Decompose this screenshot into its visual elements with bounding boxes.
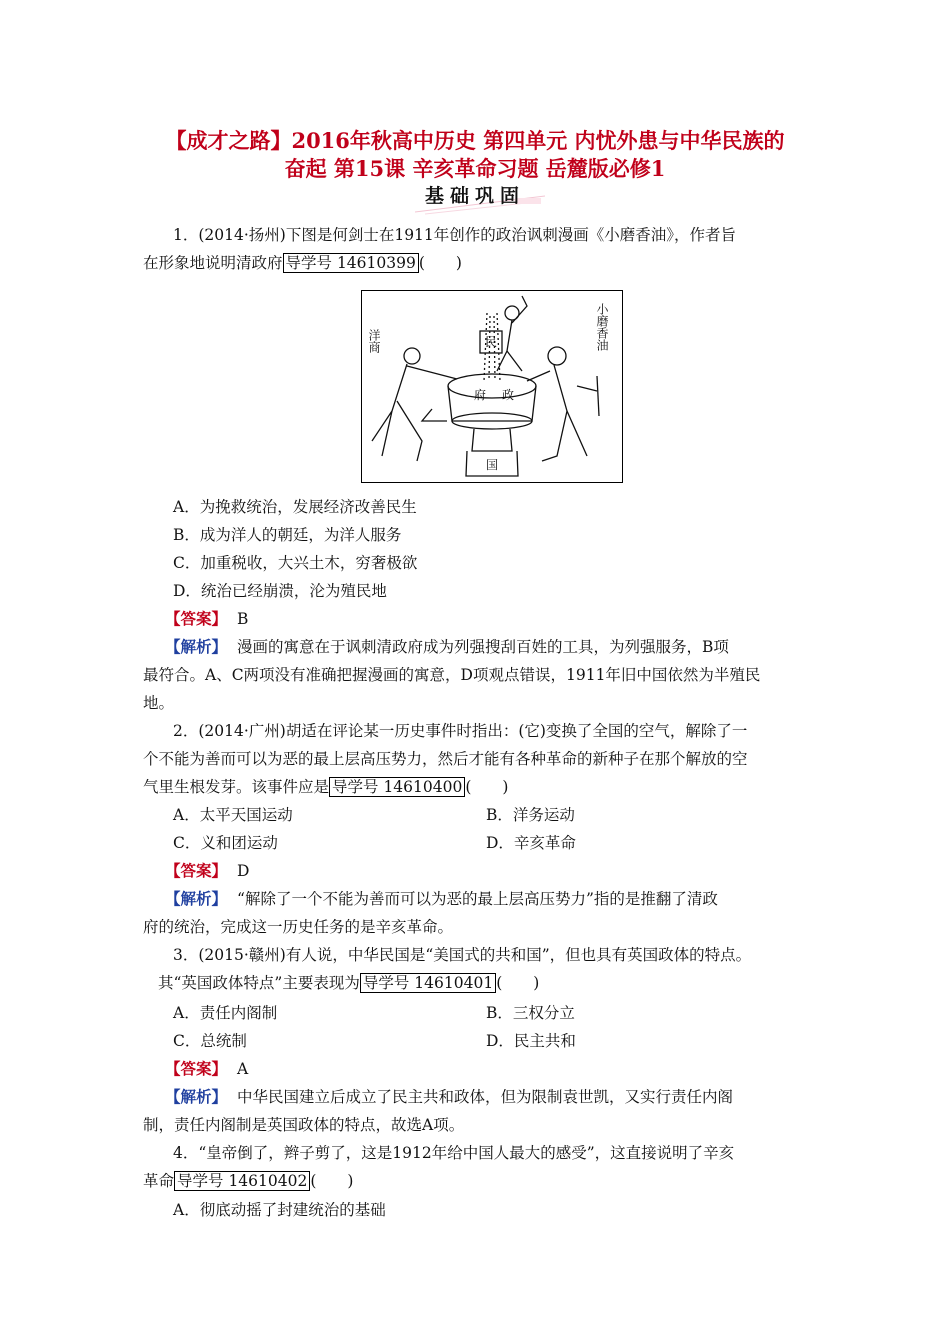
q2-option-d: D．辛亥革命 — [486, 834, 576, 852]
q1-option-c: C．加重税收，大兴土木，穷奢极欲 — [173, 554, 418, 572]
document-title-line2: 奋起 第15课 辛亥革命习题 岳麓版必修1 — [284, 156, 666, 181]
document-title-line1: 【成才之路】2016年秋高中历史 第四单元 内忧外患与中华民族的 — [165, 128, 785, 153]
section-heading: 基础巩固 — [424, 185, 525, 207]
q3-option-c: C．总统制 — [173, 1032, 247, 1050]
cartoon-label-mill-a: 府 — [474, 388, 487, 402]
q3-option-b: B．三权分立 — [486, 1004, 575, 1022]
q3-stem-line2: 其“英国政体特点”主要表现为 导学号 14610401 ( ) — [158, 974, 540, 992]
q4-stem-line1: 4．“皇帝倒了，辫子剪了，这是1912年给中国人最大的感受”，这直接说明了辛亥 — [173, 1144, 735, 1162]
q2-code-box: 导学号 14610400 — [329, 777, 465, 797]
q1-stem-line1: 1．(2014·扬州)下图是何剑士在1911年创作的政治讽刺漫画《小磨香油》，作者旨 — [173, 226, 737, 244]
q2-option-c: C．义和团运动 — [173, 834, 278, 852]
cartoon-figure — [361, 290, 623, 483]
q1-option-d: D．统治已经崩溃，沦为殖民地 — [173, 582, 387, 600]
q2-answer: 【答案】 D — [165, 861, 250, 880]
cartoon-label-top: 民 — [485, 335, 498, 349]
q2-analysis-line2: 府的统治，完成这一历史任务的是辛亥革命。 — [143, 918, 454, 936]
cartoon-label-mill-b: 政 — [502, 388, 515, 402]
cartoon-label-bottom: 国 — [486, 458, 499, 472]
q3-option-a: A．责任内阁制 — [173, 1004, 278, 1022]
q3-option-d: D．民主共和 — [486, 1032, 576, 1050]
q1-option-b: B．成为洋人的朝廷，为洋人服务 — [173, 526, 402, 544]
q4-option-a: A．彻底动摇了封建统治的基础 — [173, 1201, 386, 1219]
q2-option-a: A．太平天国运动 — [173, 806, 293, 824]
q2-stem-line2: 个不能为善而可以为恶的最上层高压势力，然后才能有各种革命的新种子在那个解放的空 — [143, 750, 748, 768]
q2-analysis-line1: 【解析】 “解除了一个不能为善而可以为恶的最上层高压势力”指的是推翻了清政 — [165, 889, 718, 908]
q4-code-box: 导学号 14610402 — [174, 1171, 310, 1191]
q4-stem-line2: 革命 导学号 14610402 ( ) — [143, 1172, 354, 1190]
cartoon-illustration — [362, 291, 621, 481]
cartoon-label-right: 小磨香油 — [595, 303, 609, 351]
q3-stem-line1: 3．(2015·赣州)有人说，中华民国是“美国式的共和国”，但也具有英国政体的特点。 — [173, 946, 752, 964]
q3-analysis-line1: 【解析】 中华民国建立后成立了民主共和政体，但为限制袁世凯，又实行责任内阁 — [165, 1087, 734, 1106]
q3-analysis-line2: 制，责任内阁制是英国政体的特点，故选A项。 — [143, 1116, 465, 1134]
q2-option-b: B．洋务运动 — [486, 806, 575, 824]
q1-option-a: A．为挽救统治，发展经济改善民生 — [173, 498, 417, 516]
q3-answer: 【答案】 A — [165, 1059, 249, 1078]
q2-stem-line1: 2．(2014·广州)胡适在评论某一历史事件时指出：(它)变换了全国的空气，解除了一 — [173, 722, 748, 740]
q1-analysis-line2: 最符合。A、C两项没有准确把握漫画的寓意，D项观点错误，1911年旧中国依然为半殖民 — [143, 666, 761, 684]
q2-stem-line3: 气里生根发芽。该事件应是 导学号 14610400 ( ) — [143, 778, 509, 796]
q1-analysis-line3: 地。 — [143, 694, 175, 712]
q1-stem-line2: 在形象地说明清政府 导学号 14610399 ( ) — [143, 254, 462, 272]
cartoon-label-left: 洋商 — [367, 329, 381, 353]
q3-code-box: 导学号 14610401 — [360, 973, 496, 993]
q1-code-box: 导学号 14610399 — [283, 253, 419, 273]
q1-analysis-line1: 【解析】 漫画的寓意在于讽刺清政府成为列强搜刮百姓的工具，为列强服务，B项 — [165, 637, 729, 656]
q1-answer: 【答案】 B — [165, 609, 249, 628]
